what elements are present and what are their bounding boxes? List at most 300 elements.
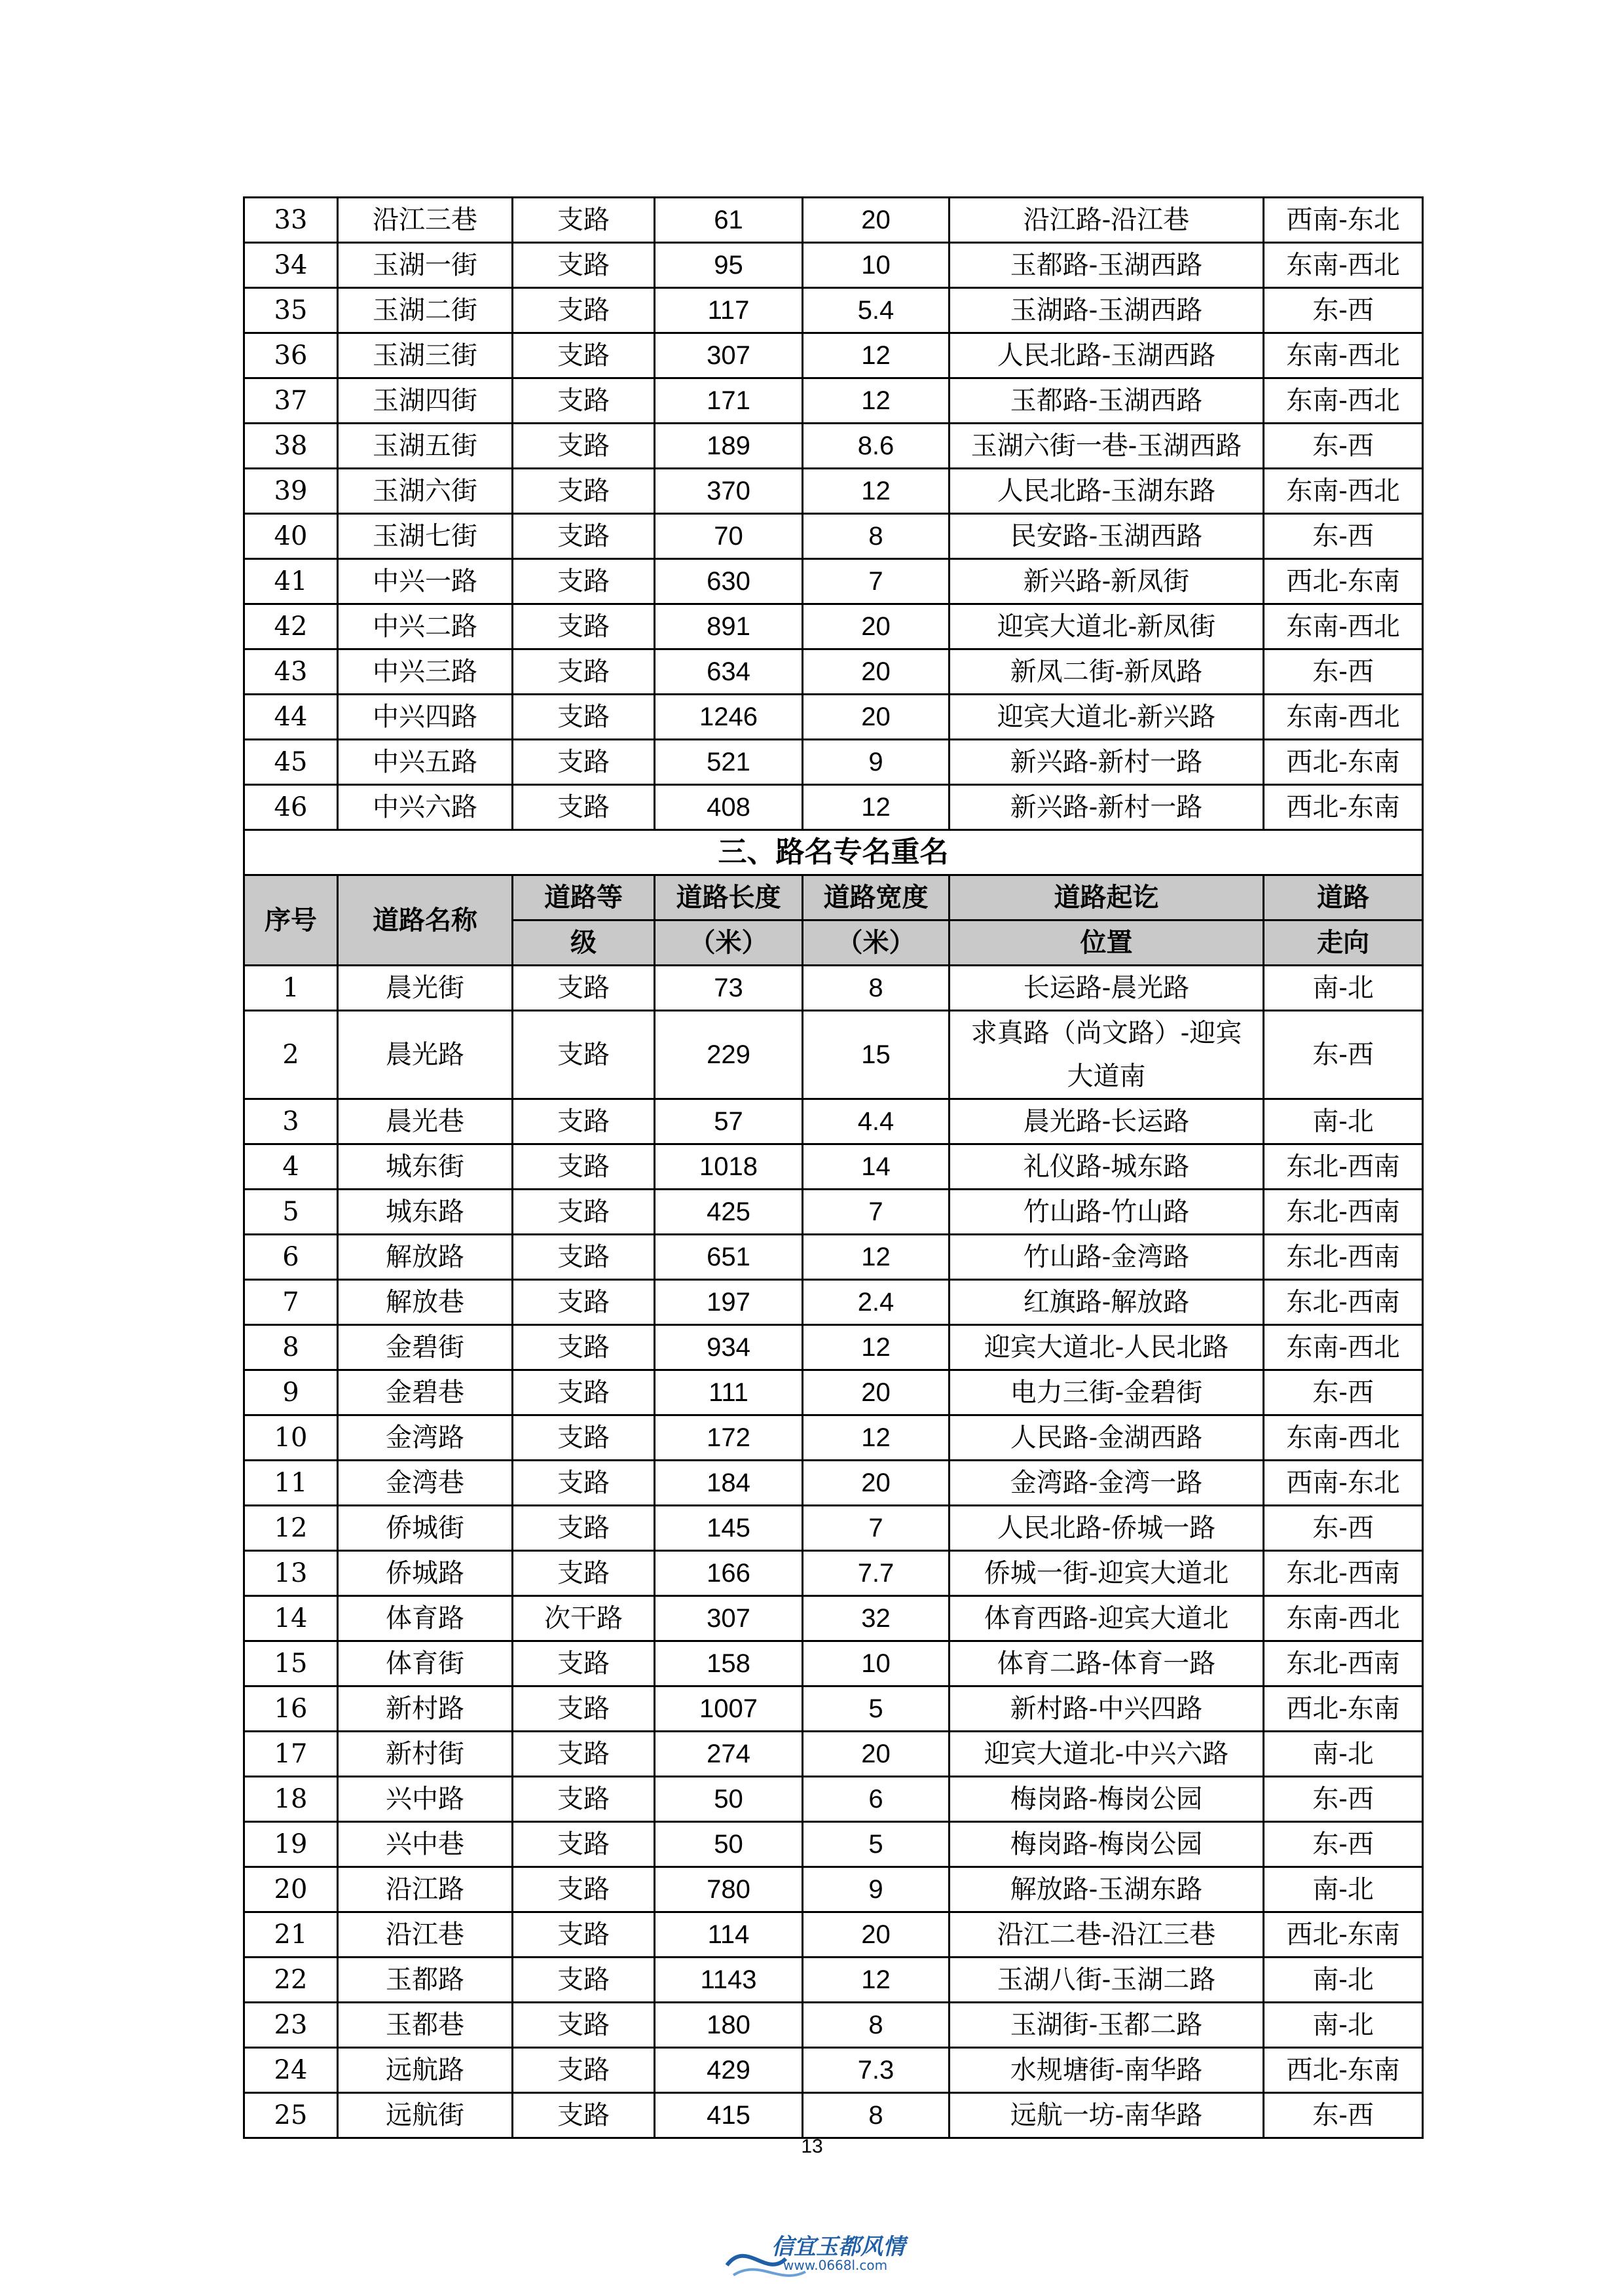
cell-span: 玉湖街-玉都二路 bbox=[950, 2003, 1264, 2048]
cell-dir: 东北-西南 bbox=[1264, 1144, 1423, 1190]
table-row bbox=[244, 469, 1423, 514]
cell-dir: 东北-西南 bbox=[1264, 1280, 1423, 1325]
table-row bbox=[244, 2093, 1423, 2138]
table-row bbox=[244, 1190, 1423, 1235]
cell-name: 侨城街 bbox=[338, 1506, 513, 1551]
cell-span: 玉都路-玉湖西路 bbox=[950, 243, 1264, 288]
cell-name: 中兴六路 bbox=[338, 785, 513, 830]
cell-length: 171 bbox=[655, 378, 803, 424]
cell-width: 12 bbox=[803, 1325, 950, 1370]
cell-dir: 东南-西北 bbox=[1264, 1596, 1423, 1641]
cell-grade: 支路 bbox=[513, 966, 655, 1011]
cell-dir: 南-北 bbox=[1264, 1867, 1423, 1912]
cell-grade: 支路 bbox=[513, 1415, 655, 1461]
cell-span: 迎宾大道北-新凤街 bbox=[950, 604, 1264, 649]
cell-length: 172 bbox=[655, 1415, 803, 1461]
cell-no: 22 bbox=[244, 1958, 338, 2003]
header-row-1 bbox=[244, 875, 1423, 920]
cell-no: 1 bbox=[244, 966, 338, 1011]
table-row bbox=[244, 514, 1423, 559]
cell-dir: 东-西 bbox=[1264, 1506, 1423, 1551]
cell-name: 玉湖二街 bbox=[338, 288, 513, 333]
cell-grade: 支路 bbox=[513, 1325, 655, 1370]
cell-no: 4 bbox=[244, 1144, 338, 1190]
cell-width: 6 bbox=[803, 1777, 950, 1822]
table-row bbox=[244, 198, 1423, 243]
cell-no: 6 bbox=[244, 1235, 338, 1280]
cell-dir: 东北-西南 bbox=[1264, 1235, 1423, 1280]
table-row bbox=[244, 785, 1423, 830]
cell-span: 民安路-玉湖西路 bbox=[950, 514, 1264, 559]
cell-length: 630 bbox=[655, 559, 803, 604]
cell-name: 沿江三巷 bbox=[338, 198, 513, 243]
cell-span: 人民北路-玉湖东路 bbox=[950, 469, 1264, 514]
section-title: 三、路名专名重名 bbox=[244, 830, 1423, 875]
cell-span: 人民路-金湖西路 bbox=[950, 1415, 1264, 1461]
cell-dir: 东北-西南 bbox=[1264, 1641, 1423, 1686]
cell-name: 金碧街 bbox=[338, 1325, 513, 1370]
header-dir-1: 道路 bbox=[1264, 875, 1423, 920]
cell-span: 玉湖八街-玉湖二路 bbox=[950, 1958, 1264, 2003]
cell-no: 19 bbox=[244, 1822, 338, 1867]
cell-length: 158 bbox=[655, 1641, 803, 1686]
cell-name: 玉湖三街 bbox=[338, 333, 513, 378]
cell-width: 7.7 bbox=[803, 1551, 950, 1596]
cell-span: 侨城一街-迎宾大道北 bbox=[950, 1551, 1264, 1596]
cell-length: 70 bbox=[655, 514, 803, 559]
cell-dir: 东北-西南 bbox=[1264, 1551, 1423, 1596]
cell-length: 1246 bbox=[655, 695, 803, 740]
table-row bbox=[244, 1325, 1423, 1370]
cell-length: 229 bbox=[655, 1011, 803, 1099]
cell-dir: 东-西 bbox=[1264, 1777, 1423, 1822]
cell-name: 金湾路 bbox=[338, 1415, 513, 1461]
table-row bbox=[244, 740, 1423, 785]
cell-name: 解放路 bbox=[338, 1235, 513, 1280]
cell-width: 20 bbox=[803, 198, 950, 243]
cell-no: 34 bbox=[244, 243, 338, 288]
logo-url: www.0668l.com bbox=[783, 2257, 888, 2273]
cell-dir: 西南-东北 bbox=[1264, 198, 1423, 243]
cell-no: 14 bbox=[244, 1596, 338, 1641]
cell-span: 人民北路-侨城一路 bbox=[950, 1506, 1264, 1551]
cell-span: 沿江路-沿江巷 bbox=[950, 198, 1264, 243]
cell-no: 16 bbox=[244, 1686, 338, 1732]
cell-no: 43 bbox=[244, 649, 338, 695]
cell-name: 体育街 bbox=[338, 1641, 513, 1686]
cell-dir: 东-西 bbox=[1264, 424, 1423, 469]
table-row bbox=[244, 333, 1423, 378]
cell-no: 20 bbox=[244, 1867, 338, 1912]
cell-width: 12 bbox=[803, 333, 950, 378]
cell-dir: 东-西 bbox=[1264, 649, 1423, 695]
cell-grade: 支路 bbox=[513, 1461, 655, 1506]
cell-name: 新村路 bbox=[338, 1686, 513, 1732]
cell-name: 解放巷 bbox=[338, 1280, 513, 1325]
cell-span: 金湾路-金湾一路 bbox=[950, 1461, 1264, 1506]
cell-name: 晨光巷 bbox=[338, 1099, 513, 1144]
cell-width: 7 bbox=[803, 1506, 950, 1551]
table-row bbox=[244, 1958, 1423, 2003]
cell-grade: 支路 bbox=[513, 2003, 655, 2048]
cell-dir: 南-北 bbox=[1264, 1099, 1423, 1144]
cell-grade: 支路 bbox=[513, 1686, 655, 1732]
table-row bbox=[244, 604, 1423, 649]
cell-length: 307 bbox=[655, 333, 803, 378]
cell-span: 人民北路-玉湖西路 bbox=[950, 333, 1264, 378]
cell-name: 城东街 bbox=[338, 1144, 513, 1190]
cell-name: 兴中巷 bbox=[338, 1822, 513, 1867]
cell-no: 41 bbox=[244, 559, 338, 604]
cell-span: 体育西路-迎宾大道北 bbox=[950, 1596, 1264, 1641]
cell-dir: 东南-西北 bbox=[1264, 604, 1423, 649]
cell-width: 2.4 bbox=[803, 1280, 950, 1325]
cell-length: 1018 bbox=[655, 1144, 803, 1190]
cell-span: 水规塘街-南华路 bbox=[950, 2048, 1264, 2093]
cell-dir: 西北-东南 bbox=[1264, 559, 1423, 604]
cell-no: 13 bbox=[244, 1551, 338, 1596]
cell-grade: 支路 bbox=[513, 1190, 655, 1235]
cell-span: 玉都路-玉湖西路 bbox=[950, 378, 1264, 424]
table-row bbox=[244, 1912, 1423, 1958]
table-row bbox=[244, 966, 1423, 1011]
cell-no: 36 bbox=[244, 333, 338, 378]
table-row bbox=[244, 1641, 1423, 1686]
cell-grade: 支路 bbox=[513, 2093, 655, 2138]
table-row bbox=[244, 1867, 1423, 1912]
cell-grade: 支路 bbox=[513, 378, 655, 424]
table-row bbox=[244, 1551, 1423, 1596]
cell-name: 沿江巷 bbox=[338, 1912, 513, 1958]
cell-length: 780 bbox=[655, 1867, 803, 1912]
cell-name: 沿江路 bbox=[338, 1867, 513, 1912]
cell-dir: 西南-东北 bbox=[1264, 1461, 1423, 1506]
cell-name: 侨城路 bbox=[338, 1551, 513, 1596]
cell-name: 金碧巷 bbox=[338, 1370, 513, 1415]
table-row bbox=[244, 1235, 1423, 1280]
cell-grade: 支路 bbox=[513, 514, 655, 559]
cell-grade: 支路 bbox=[513, 198, 655, 243]
cell-length: 57 bbox=[655, 1099, 803, 1144]
cell-dir: 西北-东南 bbox=[1264, 785, 1423, 830]
cell-width: 20 bbox=[803, 1912, 950, 1958]
header-grade-1: 道路等 bbox=[513, 875, 655, 920]
cell-no: 45 bbox=[244, 740, 338, 785]
cell-name: 城东路 bbox=[338, 1190, 513, 1235]
cell-grade: 支路 bbox=[513, 1958, 655, 2003]
road-name-table bbox=[243, 196, 1424, 2139]
cell-span: 沿江二巷-沿江三巷 bbox=[950, 1912, 1264, 1958]
cell-width: 10 bbox=[803, 243, 950, 288]
cell-dir: 东南-西北 bbox=[1264, 469, 1423, 514]
cell-span: 新村路-中兴四路 bbox=[950, 1686, 1264, 1732]
cell-width: 4.4 bbox=[803, 1099, 950, 1144]
cell-length: 95 bbox=[655, 243, 803, 288]
cell-length: 61 bbox=[655, 198, 803, 243]
table-row bbox=[244, 2003, 1423, 2048]
cell-span: 电力三街-金碧街 bbox=[950, 1370, 1264, 1415]
cell-length: 425 bbox=[655, 1190, 803, 1235]
cell-dir: 东南-西北 bbox=[1264, 1415, 1423, 1461]
cell-length: 1143 bbox=[655, 1958, 803, 2003]
cell-dir: 东南-西北 bbox=[1264, 1325, 1423, 1370]
cell-span: 玉湖六街一巷-玉湖西路 bbox=[950, 424, 1264, 469]
cell-width: 20 bbox=[803, 1732, 950, 1777]
cell-length: 111 bbox=[655, 1370, 803, 1415]
cell-name: 新村街 bbox=[338, 1732, 513, 1777]
cell-no: 17 bbox=[244, 1732, 338, 1777]
cell-length: 184 bbox=[655, 1461, 803, 1506]
cell-name: 玉湖一街 bbox=[338, 243, 513, 288]
section-title-row bbox=[244, 830, 1423, 875]
logo-text: 信宜玉都风情 bbox=[771, 2234, 905, 2260]
cell-no: 38 bbox=[244, 424, 338, 469]
cell-no: 23 bbox=[244, 2003, 338, 2048]
cell-length: 429 bbox=[655, 2048, 803, 2093]
cell-width: 20 bbox=[803, 695, 950, 740]
table-row bbox=[244, 1280, 1423, 1325]
table-row bbox=[244, 1099, 1423, 1144]
cell-no: 18 bbox=[244, 1777, 338, 1822]
cell-length: 117 bbox=[655, 288, 803, 333]
cell-length: 274 bbox=[655, 1732, 803, 1777]
cell-width: 7.3 bbox=[803, 2048, 950, 2093]
cell-grade: 支路 bbox=[513, 1011, 655, 1099]
cell-grade: 支路 bbox=[513, 1099, 655, 1144]
cell-no: 40 bbox=[244, 514, 338, 559]
cell-width: 8 bbox=[803, 2003, 950, 2048]
cell-dir: 东-西 bbox=[1264, 288, 1423, 333]
cell-width: 5.4 bbox=[803, 288, 950, 333]
cell-no: 24 bbox=[244, 2048, 338, 2093]
table-row bbox=[244, 1777, 1423, 1822]
cell-width: 12 bbox=[803, 1415, 950, 1461]
table-row bbox=[244, 1144, 1423, 1190]
cell-length: 114 bbox=[655, 1912, 803, 1958]
cell-width: 8 bbox=[803, 966, 950, 1011]
cell-no: 25 bbox=[244, 2093, 338, 2138]
header-width-2: （米） bbox=[803, 920, 950, 966]
cell-grade: 支路 bbox=[513, 1370, 655, 1415]
cell-width: 7 bbox=[803, 1190, 950, 1235]
table-row bbox=[244, 695, 1423, 740]
cell-span: 竹山路-竹山路 bbox=[950, 1190, 1264, 1235]
cell-no: 8 bbox=[244, 1325, 338, 1370]
cell-name: 玉湖四街 bbox=[338, 378, 513, 424]
cell-name: 晨光街 bbox=[338, 966, 513, 1011]
cell-grade: 支路 bbox=[513, 1732, 655, 1777]
cell-name: 晨光路 bbox=[338, 1011, 513, 1099]
cell-name: 远航街 bbox=[338, 2093, 513, 2138]
cell-span: 解放路-玉湖东路 bbox=[950, 1867, 1264, 1912]
cell-no: 46 bbox=[244, 785, 338, 830]
cell-length: 521 bbox=[655, 740, 803, 785]
header-no: 序号 bbox=[244, 875, 338, 966]
cell-dir: 东南-西北 bbox=[1264, 695, 1423, 740]
cell-grade: 支路 bbox=[513, 1641, 655, 1686]
table-row bbox=[244, 1686, 1423, 1732]
cell-no: 15 bbox=[244, 1641, 338, 1686]
cell-no: 39 bbox=[244, 469, 338, 514]
cell-name: 金湾巷 bbox=[338, 1461, 513, 1506]
cell-width: 9 bbox=[803, 740, 950, 785]
cell-dir: 东南-西北 bbox=[1264, 333, 1423, 378]
cell-span: 新兴路-新村一路 bbox=[950, 785, 1264, 830]
cell-grade: 支路 bbox=[513, 1235, 655, 1280]
cell-dir: 东南-西北 bbox=[1264, 378, 1423, 424]
cell-no: 11 bbox=[244, 1461, 338, 1506]
cell-length: 73 bbox=[655, 966, 803, 1011]
cell-grade: 支路 bbox=[513, 649, 655, 695]
cell-dir: 西北-东南 bbox=[1264, 1912, 1423, 1958]
header-span-1: 道路起讫 bbox=[950, 875, 1264, 920]
table-row bbox=[244, 1506, 1423, 1551]
table-row bbox=[244, 1596, 1423, 1641]
cell-no: 2 bbox=[244, 1011, 338, 1099]
cell-length: 50 bbox=[655, 1777, 803, 1822]
cell-span: 新兴路-新凤街 bbox=[950, 559, 1264, 604]
cell-grade: 支路 bbox=[513, 333, 655, 378]
cell-dir: 南-北 bbox=[1264, 966, 1423, 1011]
header-grade-2: 级 bbox=[513, 920, 655, 966]
cell-width: 9 bbox=[803, 1867, 950, 1912]
cell-dir: 南-北 bbox=[1264, 2003, 1423, 2048]
table-row bbox=[244, 1822, 1423, 1867]
cell-length: 651 bbox=[655, 1235, 803, 1280]
cell-width: 20 bbox=[803, 649, 950, 695]
cell-name: 中兴一路 bbox=[338, 559, 513, 604]
cell-dir: 东-西 bbox=[1264, 1822, 1423, 1867]
cell-name: 玉都巷 bbox=[338, 2003, 513, 2048]
header-dir-2: 走向 bbox=[1264, 920, 1423, 966]
cell-width: 5 bbox=[803, 1686, 950, 1732]
cell-length: 408 bbox=[655, 785, 803, 830]
cell-dir: 东北-西南 bbox=[1264, 1190, 1423, 1235]
cell-length: 934 bbox=[655, 1325, 803, 1370]
cell-span: 竹山路-金湾路 bbox=[950, 1235, 1264, 1280]
cell-width: 8 bbox=[803, 2093, 950, 2138]
cell-no: 33 bbox=[244, 198, 338, 243]
cell-no: 44 bbox=[244, 695, 338, 740]
cell-no: 21 bbox=[244, 1912, 338, 1958]
cell-span: 梅岗路-梅岗公园 bbox=[950, 1777, 1264, 1822]
cell-name: 体育路 bbox=[338, 1596, 513, 1641]
cell-no: 7 bbox=[244, 1280, 338, 1325]
cell-width: 7 bbox=[803, 559, 950, 604]
cell-span: 玉湖路-玉湖西路 bbox=[950, 288, 1264, 333]
cell-name: 中兴五路 bbox=[338, 740, 513, 785]
cell-span: 新兴路-新村一路 bbox=[950, 740, 1264, 785]
table-row bbox=[244, 2048, 1423, 2093]
cell-width: 12 bbox=[803, 1958, 950, 2003]
table-row bbox=[244, 1461, 1423, 1506]
cell-length: 370 bbox=[655, 469, 803, 514]
cell-grade: 支路 bbox=[513, 2048, 655, 2093]
cell-dir: 西北-东南 bbox=[1264, 1686, 1423, 1732]
cell-name: 兴中路 bbox=[338, 1777, 513, 1822]
cell-no: 37 bbox=[244, 378, 338, 424]
cell-span: 新凤二街-新凤路 bbox=[950, 649, 1264, 695]
cell-length: 634 bbox=[655, 649, 803, 695]
cell-width: 20 bbox=[803, 1461, 950, 1506]
cell-dir: 西北-东南 bbox=[1264, 2048, 1423, 2093]
cell-dir: 东-西 bbox=[1264, 514, 1423, 559]
table-row bbox=[244, 288, 1423, 333]
cell-dir: 东南-西北 bbox=[1264, 243, 1423, 288]
cell-name: 玉湖六街 bbox=[338, 469, 513, 514]
cell-grade: 支路 bbox=[513, 1144, 655, 1190]
cell-name: 中兴二路 bbox=[338, 604, 513, 649]
cell-dir: 西北-东南 bbox=[1264, 740, 1423, 785]
cell-name: 玉湖七街 bbox=[338, 514, 513, 559]
cell-name: 中兴三路 bbox=[338, 649, 513, 695]
cell-length: 307 bbox=[655, 1596, 803, 1641]
cell-length: 145 bbox=[655, 1506, 803, 1551]
cell-span: 迎宾大道北-新兴路 bbox=[950, 695, 1264, 740]
cell-span: 礼仪路-城东路 bbox=[950, 1144, 1264, 1190]
cell-dir: 东-西 bbox=[1264, 1011, 1423, 1099]
cell-name: 玉湖五街 bbox=[338, 424, 513, 469]
cell-length: 166 bbox=[655, 1551, 803, 1596]
header-name: 道路名称 bbox=[338, 875, 513, 966]
page-number: 13 bbox=[801, 2136, 823, 2157]
cell-length: 1007 bbox=[655, 1686, 803, 1732]
cell-width: 12 bbox=[803, 1235, 950, 1280]
cell-grade: 支路 bbox=[513, 1867, 655, 1912]
cell-name: 玉都路 bbox=[338, 1958, 513, 2003]
cell-width: 15 bbox=[803, 1011, 950, 1099]
cell-width: 32 bbox=[803, 1596, 950, 1641]
table-row bbox=[244, 1415, 1423, 1461]
cell-length: 189 bbox=[655, 424, 803, 469]
cell-grade: 支路 bbox=[513, 243, 655, 288]
cell-name: 中兴四路 bbox=[338, 695, 513, 740]
cell-span: 迎宾大道北-人民北路 bbox=[950, 1325, 1264, 1370]
cell-no: 3 bbox=[244, 1099, 338, 1144]
cell-span: 迎宾大道北-中兴六路 bbox=[950, 1732, 1264, 1777]
cell-grade: 次干路 bbox=[513, 1596, 655, 1641]
cell-no: 35 bbox=[244, 288, 338, 333]
cell-grade: 支路 bbox=[513, 559, 655, 604]
cell-grade: 支路 bbox=[513, 604, 655, 649]
cell-dir: 东-西 bbox=[1264, 1370, 1423, 1415]
cell-width: 8.6 bbox=[803, 424, 950, 469]
table-row bbox=[244, 1732, 1423, 1777]
cell-span: 体育二路-体育一路 bbox=[950, 1641, 1264, 1686]
cell-width: 5 bbox=[803, 1822, 950, 1867]
cell-grade: 支路 bbox=[513, 469, 655, 514]
cell-length: 197 bbox=[655, 1280, 803, 1325]
cell-length: 415 bbox=[655, 2093, 803, 2138]
cell-no: 9 bbox=[244, 1370, 338, 1415]
header-length-2: （米） bbox=[655, 920, 803, 966]
cell-no: 10 bbox=[244, 1415, 338, 1461]
cell-width: 12 bbox=[803, 469, 950, 514]
table-row bbox=[244, 243, 1423, 288]
header-width-1: 道路宽度 bbox=[803, 875, 950, 920]
cell-name: 远航路 bbox=[338, 2048, 513, 2093]
cell-span: 晨光路-长运路 bbox=[950, 1099, 1264, 1144]
cell-no: 42 bbox=[244, 604, 338, 649]
cell-length: 50 bbox=[655, 1822, 803, 1867]
cell-width: 8 bbox=[803, 514, 950, 559]
header-span-2: 位置 bbox=[950, 920, 1264, 966]
cell-grade: 支路 bbox=[513, 1280, 655, 1325]
cell-no: 12 bbox=[244, 1506, 338, 1551]
cell-length: 891 bbox=[655, 604, 803, 649]
table-row bbox=[244, 424, 1423, 469]
cell-dir: 东-西 bbox=[1264, 2093, 1423, 2138]
